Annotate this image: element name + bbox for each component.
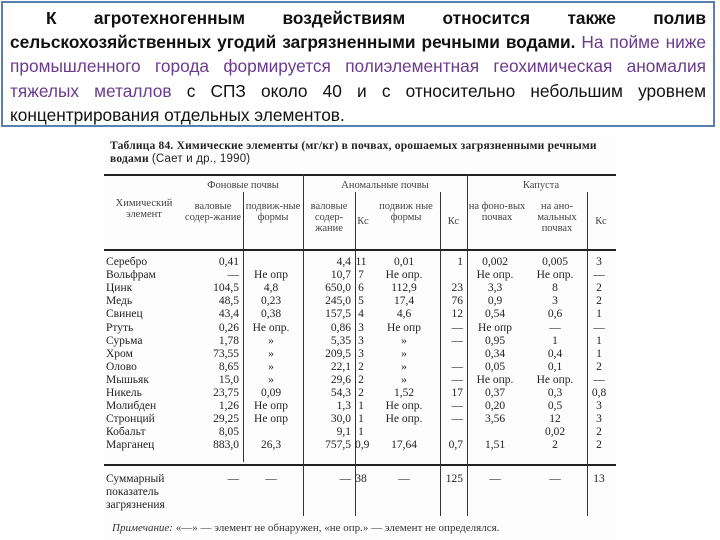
summary-rule xyxy=(104,464,616,466)
table-cell: 112,9 xyxy=(391,282,417,295)
table-cell: Никель xyxy=(106,387,142,399)
table-cell: 0,02 xyxy=(544,426,566,439)
intro-highlight-text: На пойме ниже промышленного города формируется полиэлементная геохимическая аномалия тяжелых металлов xyxy=(10,32,706,101)
table-cell: Медь xyxy=(106,295,133,308)
table-cell: 17,4 xyxy=(393,295,415,308)
table-cell: 7 xyxy=(358,269,364,282)
table-cell: Не опр xyxy=(254,269,288,282)
table-cell: Сурьма xyxy=(106,334,143,347)
intro-rest-text: с СПЗ около 40 и с относительно небольшим уровнем концентрирования отдельных элементов. xyxy=(10,80,706,125)
table-cell: 3,56 xyxy=(484,413,506,426)
table-cell: 5 xyxy=(358,295,364,308)
table-cell: Стронций xyxy=(106,413,155,426)
table-cell: 48,5 xyxy=(218,295,239,308)
table-cell: 0,34 xyxy=(484,347,506,360)
table-cell: — xyxy=(593,373,605,386)
table-cell: 0,41 xyxy=(218,256,239,268)
table-row xyxy=(104,308,616,321)
table-row xyxy=(104,322,616,335)
table-cell: 0,8 xyxy=(591,387,607,399)
table-cell: 0,37 xyxy=(484,387,506,399)
table-row xyxy=(104,269,616,282)
table-cell: 0,9 xyxy=(487,295,503,308)
table-cell: Не опр xyxy=(254,413,288,426)
table-cell: 54,3 xyxy=(330,387,351,399)
table-cell: Не опр. xyxy=(385,413,423,426)
column-header: Химический элемент xyxy=(115,198,173,220)
table-cell: 8 xyxy=(552,282,558,295)
table-cell: 0,95 xyxy=(484,334,506,347)
table-cell: 73,55 xyxy=(213,347,239,360)
table-cell: 650,0 xyxy=(325,282,351,295)
table-cell: 0,05 xyxy=(484,360,506,373)
table-cell: Не опр. xyxy=(476,269,514,282)
table-cell: 0,1 xyxy=(547,360,563,373)
table-cell: — xyxy=(227,269,239,282)
table-row xyxy=(104,256,616,269)
column-header: Кс xyxy=(595,216,607,227)
table-cell: 2 xyxy=(358,387,364,399)
group-header-anomalous: Аномальные почвы xyxy=(341,180,429,191)
table-cell: » xyxy=(268,373,274,386)
table-row xyxy=(104,413,616,426)
table-cell: 22,1 xyxy=(330,360,351,373)
header-rule xyxy=(104,249,616,251)
table-cell: Ртуть xyxy=(106,321,134,334)
table-cell: 76 xyxy=(451,295,463,308)
table-cell: 23,75 xyxy=(213,387,239,399)
table-cell: » xyxy=(401,334,407,347)
table-cell: 883,0 xyxy=(213,439,239,452)
table-cell: 15,0 xyxy=(218,373,239,386)
table-cell: 4,8 xyxy=(263,282,279,295)
table-cell: 29,6 xyxy=(330,373,351,386)
table-cell: 1 xyxy=(596,347,602,360)
table-cell: — xyxy=(451,334,463,347)
table-cell: 26,3 xyxy=(260,439,282,452)
table-cell: » xyxy=(268,334,274,347)
table-cell: 0,4 xyxy=(547,347,563,360)
table-cell: 2 xyxy=(596,295,602,308)
table-cell: 8,65 xyxy=(218,360,239,373)
column-header: валовые содер-жание xyxy=(184,201,242,223)
table-cell: Вольфрам xyxy=(106,269,156,282)
table-cell: Суммарный показатель загрязнения xyxy=(106,473,165,511)
caption-source: (Сает и др., 1990) xyxy=(151,153,251,165)
table-cell: 209,5 xyxy=(325,347,351,360)
table-cell: 3 xyxy=(358,334,364,347)
table-cell: Цинк xyxy=(106,282,133,295)
table-cell: — xyxy=(339,473,351,485)
table-cell: » xyxy=(268,360,274,373)
intro-bold-text: К агротехногенным воздействиям относится также полив сельскохозяйственных угодий загрязненными речными водами. xyxy=(10,8,706,53)
table-cell: 0,09 xyxy=(260,387,282,399)
table-cell: Мышьяк xyxy=(106,373,149,386)
note-text: «—» — элемент не обнаружен, «не опр.» — элемент не определялся. xyxy=(175,522,500,534)
table-cell: Не опр. xyxy=(536,269,574,282)
table-cell: 8,05 xyxy=(218,426,239,439)
table-cell: » xyxy=(268,347,274,360)
table-cell: 0,54 xyxy=(484,308,506,321)
table-cell: 0,002 xyxy=(482,256,508,268)
table-cell: 29,25 xyxy=(213,413,239,426)
column-header: на ано-мальных почвах xyxy=(537,201,577,234)
table-cell: Не опр. xyxy=(476,373,514,386)
table-row xyxy=(104,473,616,511)
table-cell: Хром xyxy=(106,347,133,360)
table-cell: 0,6 xyxy=(547,308,563,321)
table-cell: — xyxy=(593,269,605,282)
column-header: Кс xyxy=(447,216,460,227)
table-cell: — xyxy=(549,321,561,334)
table-cell: 0,38 xyxy=(260,308,282,321)
table-cell: 0,23 xyxy=(260,295,282,308)
table-cell: Серебро xyxy=(106,256,148,268)
table-cell: Олово xyxy=(106,360,137,373)
table-cell: 5,35 xyxy=(330,334,351,347)
table-cell: 3 xyxy=(552,295,558,308)
table-cell: — xyxy=(451,373,463,386)
column-header: валовые содер-жание xyxy=(310,201,348,234)
table-cell: 0,005 xyxy=(542,256,568,268)
table-cell: — xyxy=(398,473,410,485)
table-cell: 23 xyxy=(451,282,463,295)
caption-text: Таблица 84. Химические элементы (мг/кг) в почвах, орошаемых загрязненными речными водами xyxy=(110,140,597,165)
column-header: Кс xyxy=(357,216,369,227)
table-cell: 3 xyxy=(596,256,602,268)
table-cell: 1 xyxy=(457,256,463,268)
table-caption xyxy=(110,140,614,166)
table-cell: 2 xyxy=(552,439,558,452)
table-cell: — xyxy=(451,400,463,413)
table-cell: 17,64 xyxy=(391,439,417,452)
note-label: Примечание: xyxy=(112,522,173,534)
table-cell: — xyxy=(549,473,561,485)
table-cell: 1,26 xyxy=(218,400,239,413)
table-cell: 17 xyxy=(451,387,463,399)
table-row xyxy=(104,400,616,413)
table-cell: 1 xyxy=(552,334,558,347)
table-cell: 4 xyxy=(358,308,364,321)
table-cell: » xyxy=(401,347,407,360)
table-cell: Не опр. xyxy=(385,400,423,413)
table-cell: Не опр xyxy=(478,321,512,334)
table-cell: 125 xyxy=(445,473,463,485)
table-cell: 3,3 xyxy=(487,282,503,295)
table-cell: Не опр. xyxy=(385,269,423,282)
table-row xyxy=(104,335,616,348)
table-cell: 0,20 xyxy=(484,400,506,413)
table-row xyxy=(104,374,616,387)
table-cell: 2 xyxy=(358,360,364,373)
table-row xyxy=(104,439,616,452)
table-cell: Марганец xyxy=(106,439,155,452)
table-cell: 0,3 xyxy=(547,387,563,399)
table-cell: 1,78 xyxy=(218,334,239,347)
table-cell: 2 xyxy=(596,426,602,439)
table-cell: 1 xyxy=(596,308,602,321)
table-cell: — xyxy=(451,413,463,426)
table-cell: 11 xyxy=(355,256,367,268)
table-cell: 43,4 xyxy=(218,308,239,321)
table-cell: » xyxy=(401,373,407,386)
table-cell: 1,3 xyxy=(336,400,351,413)
table-cell: 13 xyxy=(593,473,605,485)
table-note xyxy=(112,522,499,534)
intro-text-box xyxy=(1,1,715,127)
table-cell: 3 xyxy=(596,400,602,413)
table-cell: 0,5 xyxy=(547,400,563,413)
table-cell: 245,0 xyxy=(325,295,351,308)
column-header: на фоно-вых почвах xyxy=(468,201,526,223)
table-cell: 2 xyxy=(596,282,602,295)
table-cell: — xyxy=(451,321,463,334)
table-cell: 4,4 xyxy=(336,256,351,268)
group-header-cabbage: Капуста xyxy=(522,180,560,191)
table-cell: 2 xyxy=(596,439,602,452)
table-cell: 12 xyxy=(451,308,463,321)
table-cell: 2 xyxy=(596,360,602,373)
table-cell: 10,7 xyxy=(330,269,351,282)
table-cell: 6 xyxy=(358,282,364,295)
table-cell: — xyxy=(593,321,605,334)
table-cell: — xyxy=(489,473,501,485)
table-cell: 2 xyxy=(358,373,364,386)
table-cell: 1,52 xyxy=(393,387,415,399)
table-row xyxy=(104,295,616,308)
table-cell: 3 xyxy=(596,413,602,426)
table-cell: Молибден xyxy=(106,400,157,413)
table-cell: Не опр xyxy=(254,400,288,413)
table-cell: 12 xyxy=(549,413,561,426)
table-cell: 4,6 xyxy=(396,308,412,321)
table-cell: Не опр xyxy=(387,321,421,334)
table-cell: 104,5 xyxy=(213,282,239,295)
table-cell: 1,51 xyxy=(484,439,506,452)
table-cell: 1 xyxy=(358,413,364,426)
table-cell: 38 xyxy=(355,473,367,485)
table-cell: 0,7 xyxy=(448,439,463,452)
column-header: подвиж ные формы xyxy=(379,201,433,223)
table-cell: Не опр. xyxy=(536,373,574,386)
table-cell: 0,86 xyxy=(330,321,351,334)
table-cell: — xyxy=(265,473,277,485)
table-cell: Не опр. xyxy=(252,321,290,334)
table-row xyxy=(104,426,616,439)
table-cell: 3 xyxy=(358,321,364,334)
table-cell: — xyxy=(451,360,463,373)
column-header: подвиж-ные формы xyxy=(245,201,301,223)
table-scan xyxy=(104,136,616,540)
table-row xyxy=(104,282,616,295)
table-cell: 0,26 xyxy=(218,321,239,334)
table-cell: 757,5 xyxy=(325,439,351,452)
table-row xyxy=(104,361,616,374)
table-cell: 1 xyxy=(596,334,602,347)
table-cell: 3 xyxy=(358,347,364,360)
table-top-rule xyxy=(104,174,616,176)
table-cell: 9,1 xyxy=(336,426,351,439)
table-cell: Свинец xyxy=(106,308,143,321)
table-cell: 1 xyxy=(358,400,364,413)
table-cell: 157,5 xyxy=(325,308,351,321)
table-cell: 0,01 xyxy=(393,256,415,268)
table-cell: 0,9 xyxy=(355,439,370,452)
table-cell: — xyxy=(227,473,239,485)
group-header-background: Фоновые почвы xyxy=(207,180,279,191)
table-cell: 30,0 xyxy=(330,413,351,426)
table-cell: 1 xyxy=(358,426,364,439)
table-row xyxy=(104,387,616,400)
table-cell: » xyxy=(401,360,407,373)
table-cell: Кобальт xyxy=(106,426,146,439)
table-row xyxy=(104,348,616,361)
